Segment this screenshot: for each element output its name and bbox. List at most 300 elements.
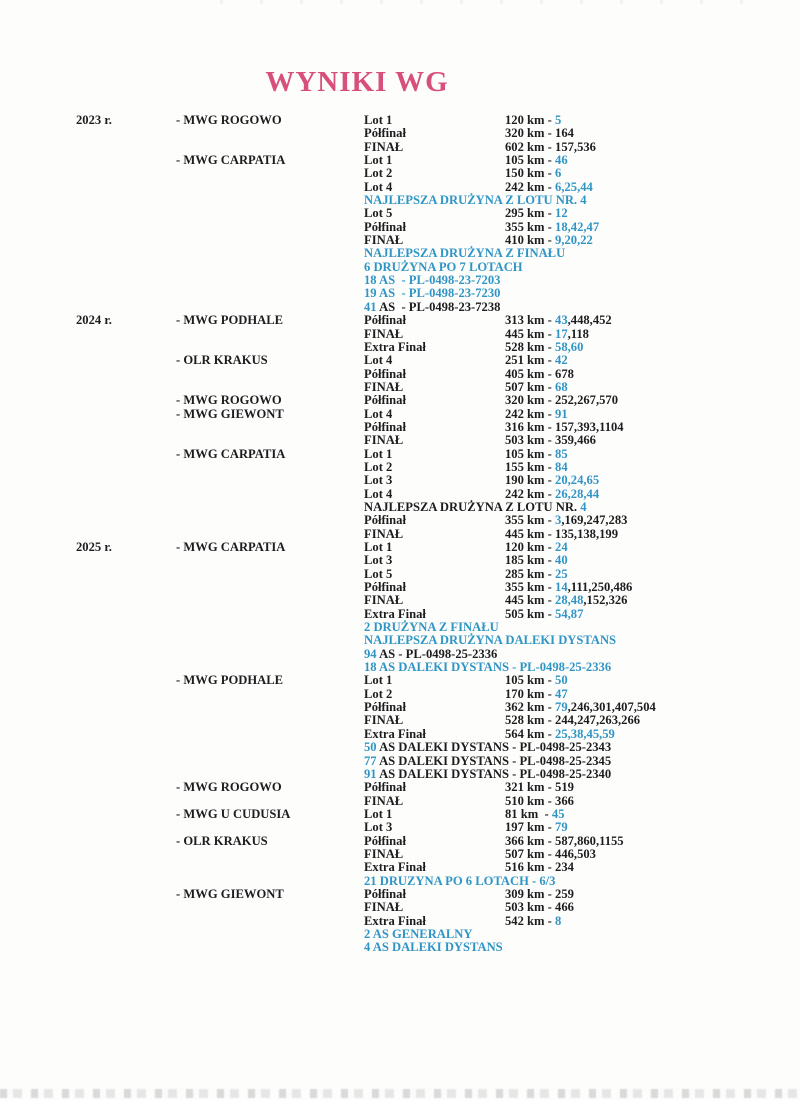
year-label — [76, 461, 176, 474]
result-row — [76, 461, 796, 474]
flight-result — [505, 394, 796, 407]
award-note — [364, 194, 796, 207]
result-row — [76, 448, 796, 461]
year-label — [76, 234, 176, 247]
result-highlight: 21 DRUZYNA PO 6 LOTACH - 6/3 — [364, 873, 556, 888]
flight-result — [505, 581, 796, 594]
flight-result — [505, 434, 796, 447]
year-label — [76, 781, 176, 794]
result-row — [76, 781, 796, 794]
result-row — [76, 141, 796, 154]
result-highlight: 17 — [555, 326, 568, 341]
flight-result — [505, 568, 796, 581]
result-text: 295 km - — [505, 206, 556, 221]
result-highlight: 28,48 — [555, 593, 584, 608]
year-label — [76, 755, 176, 768]
flight-label: Extra Finał — [364, 606, 426, 621]
flight-label: Półfinał — [364, 313, 406, 328]
result-text: 81 km - — [505, 806, 552, 821]
note-row — [76, 301, 796, 314]
flight-label: Lot 1 — [364, 673, 393, 688]
note-row — [76, 194, 796, 207]
club-label — [176, 634, 364, 647]
result-row — [76, 114, 796, 127]
flight-result — [505, 688, 796, 701]
flight-label: Lot 3 — [364, 820, 393, 835]
result-text: 528 km - — [505, 339, 556, 354]
club-label — [176, 127, 364, 140]
flight-result — [505, 915, 796, 928]
year-label — [76, 688, 176, 701]
club-label — [176, 848, 364, 861]
club-label — [176, 915, 364, 928]
flight-label: Lot 3 — [364, 473, 393, 488]
result-row — [76, 541, 796, 554]
result-text: AS - PL-0498-25-2336 — [379, 646, 498, 661]
year-label — [76, 528, 176, 541]
result-highlight: 91 — [364, 766, 380, 781]
year-label — [76, 554, 176, 567]
result-text: 355 km - — [505, 580, 556, 595]
note-row — [76, 768, 796, 781]
result-highlight: 24 — [555, 540, 568, 554]
year-label — [76, 274, 176, 287]
result-row — [76, 341, 796, 354]
result-highlight: 6,25,44 — [555, 179, 593, 194]
club-label — [176, 421, 364, 434]
flight-result — [505, 368, 796, 381]
flight-label: FINAŁ — [364, 139, 404, 154]
result-highlight: 19 AS - PL-0498-23-7230 — [364, 286, 501, 301]
result-text: 510 km - 366 — [505, 793, 574, 808]
flight-result — [505, 714, 796, 727]
club-label — [176, 181, 364, 194]
result-text: ,111,250,486 — [567, 580, 633, 595]
club-label — [176, 701, 364, 714]
award-note — [364, 634, 796, 647]
result-highlight: 42 — [555, 353, 568, 368]
flight-result — [505, 381, 796, 394]
result-row — [76, 795, 796, 808]
club-label — [176, 167, 364, 180]
club-label — [176, 648, 364, 661]
year-label — [76, 701, 176, 714]
flight-result — [505, 528, 796, 541]
result-text: 120 km - — [505, 540, 556, 554]
note-row — [76, 648, 796, 661]
year-label — [76, 514, 176, 527]
result-text: 321 km - 519 — [505, 780, 574, 795]
flight-result — [505, 901, 796, 914]
flight-label: FINAŁ — [364, 433, 404, 448]
flight-label: Półfinał — [364, 126, 406, 141]
year-label — [76, 181, 176, 194]
result-highlight: 79 — [555, 820, 568, 835]
result-row — [76, 394, 796, 407]
result-text: 505 km - — [505, 606, 556, 621]
flight-result — [505, 114, 796, 127]
result-highlight: 18 AS - PL-0498-23-7203 — [364, 273, 501, 288]
result-text: 355 km - — [505, 219, 556, 234]
result-row — [76, 568, 796, 581]
year-label — [76, 608, 176, 621]
club-label — [176, 234, 364, 247]
result-text: 150 km - — [505, 166, 556, 181]
club-label — [176, 488, 364, 501]
club-label: - MWG ROGOWO — [176, 113, 282, 127]
result-row — [76, 314, 796, 327]
result-highlight: 79 — [555, 700, 568, 715]
flight-result — [505, 701, 796, 714]
flight-label: Lot 1 — [364, 446, 393, 461]
result-row — [76, 207, 796, 220]
club-label — [176, 381, 364, 394]
club-label — [176, 141, 364, 154]
year-label — [76, 915, 176, 928]
result-row — [76, 674, 796, 687]
year-label — [76, 901, 176, 914]
result-row — [76, 728, 796, 741]
flight-result — [505, 795, 796, 808]
year-label: 2025 r. — [76, 540, 112, 554]
result-text: 507 km - 446,503 — [505, 846, 596, 861]
club-label — [176, 434, 364, 447]
year-label — [76, 661, 176, 674]
result-text: 309 km - 259 — [505, 886, 574, 901]
club-label — [176, 261, 364, 274]
result-text: 251 km - — [505, 353, 556, 368]
flight-label: Lot 5 — [364, 566, 393, 581]
result-row — [76, 181, 796, 194]
result-text: 313 km - — [505, 313, 556, 328]
flight-label: Półfinał — [364, 833, 406, 848]
result-highlight: 41 — [364, 299, 380, 314]
result-text: 405 km - 678 — [505, 366, 574, 381]
result-text: 316 km - 157,393,1104 — [505, 419, 624, 434]
year-label — [76, 634, 176, 647]
year-label — [76, 795, 176, 808]
result-row — [76, 421, 796, 434]
flight-result — [505, 421, 796, 434]
result-highlight: 46 — [555, 153, 568, 168]
result-text: 155 km - — [505, 459, 556, 474]
year-label — [76, 394, 176, 407]
result-highlight: 14 — [555, 580, 568, 595]
result-row — [76, 861, 796, 874]
award-note — [364, 755, 796, 768]
result-row — [76, 474, 796, 487]
club-label — [176, 368, 364, 381]
club-label: - OLR KRAKUS — [176, 353, 268, 368]
result-text: AS DALEKI DYSTANS - PL-0498-25-2340 — [379, 766, 612, 781]
year-label — [76, 368, 176, 381]
flight-label: Lot 4 — [364, 179, 393, 194]
club-label — [176, 287, 364, 300]
year-label — [76, 848, 176, 861]
year-label — [76, 328, 176, 341]
result-highlight: 68 — [555, 379, 568, 394]
result-highlight: 50 — [364, 740, 380, 755]
flight-result — [505, 314, 796, 327]
scan-artifact-top-edge — [220, 0, 760, 4]
result-text: 503 km - 359,466 — [505, 433, 596, 448]
flight-result — [505, 448, 796, 461]
note-row — [76, 247, 796, 260]
result-text: 445 km - — [505, 593, 556, 608]
flight-result — [505, 594, 796, 607]
scan-artifact-bottom-edge — [0, 1089, 800, 1098]
club-label: - MWG ROGOWO — [176, 393, 282, 408]
year-label — [76, 127, 176, 140]
result-text: ,169,247,283 — [561, 513, 628, 528]
result-text: AS DALEKI DYSTANS - PL-0498-25-2343 — [379, 740, 612, 755]
note-row — [76, 741, 796, 754]
result-highlight: 18,42,47 — [555, 219, 600, 234]
result-highlight: 50 — [555, 673, 568, 688]
result-text: NAJLEPSZA DRUŻYNA Z LOTU NR. — [364, 499, 581, 514]
club-label: - MWG CARPATIA — [176, 446, 286, 461]
flight-result — [505, 541, 796, 554]
flight-label: Półfinał — [364, 580, 406, 595]
flight-result — [505, 488, 796, 501]
result-row — [76, 381, 796, 394]
flight-result — [505, 848, 796, 861]
result-row — [76, 434, 796, 447]
result-row — [76, 915, 796, 928]
result-text: 185 km - — [505, 553, 556, 568]
year-label — [76, 728, 176, 741]
club-label — [176, 301, 364, 314]
year-label — [76, 207, 176, 220]
result-row — [76, 234, 796, 247]
result-text: ,118 — [567, 326, 589, 341]
year-label — [76, 621, 176, 634]
result-text: 507 km - — [505, 379, 556, 394]
year-label — [76, 221, 176, 234]
year-label: 2024 r. — [76, 313, 112, 328]
result-highlight: NAJLEPSZA DRUŻYNA Z LOTU NR. 4 — [364, 193, 587, 208]
award-note — [364, 621, 796, 634]
result-text: 362 km - — [505, 700, 556, 715]
result-highlight: NAJLEPSZA DRUŻYNA Z FINAŁU — [364, 246, 566, 261]
result-text: 242 km - — [505, 179, 556, 194]
year-label — [76, 835, 176, 848]
award-note — [364, 287, 796, 300]
result-text: 120 km - — [505, 113, 556, 127]
result-highlight: 77 — [364, 753, 380, 768]
result-highlight: 43 — [555, 313, 568, 328]
club-label — [176, 688, 364, 701]
result-highlight: 45 — [551, 806, 565, 821]
result-row — [76, 901, 796, 914]
year-label — [76, 888, 176, 901]
results-list — [76, 114, 796, 955]
result-highlight: 47 — [555, 686, 568, 701]
result-highlight: 4 — [580, 499, 587, 514]
award-note — [364, 648, 796, 661]
flight-result — [505, 234, 796, 247]
year-label — [76, 354, 176, 367]
result-row — [76, 408, 796, 421]
year-label — [76, 167, 176, 180]
note-row — [76, 287, 796, 300]
club-label: - MWG GIEWONT — [176, 886, 284, 901]
club-label — [176, 608, 364, 621]
award-note — [364, 261, 796, 274]
year-label — [76, 421, 176, 434]
result-text: ,246,301,407,504 — [567, 700, 656, 715]
result-text: 410 km - — [505, 233, 556, 248]
result-row — [76, 528, 796, 541]
result-text: ,448,452 — [567, 313, 612, 328]
flight-label: Półfinał — [364, 219, 406, 234]
year-label — [76, 488, 176, 501]
flight-result — [505, 888, 796, 901]
year-label — [76, 648, 176, 661]
page-title: WYNIKI WG — [265, 66, 449, 98]
result-row — [76, 328, 796, 341]
result-row — [76, 808, 796, 821]
club-label — [176, 341, 364, 354]
result-row — [76, 581, 796, 594]
year-label — [76, 408, 176, 421]
result-text: 445 km - 135,138,199 — [505, 526, 618, 541]
club-label — [176, 221, 364, 234]
flight-result — [505, 408, 796, 421]
club-label: - MWG U CUDUSIA — [176, 806, 291, 821]
result-highlight: 25 — [555, 566, 568, 581]
club-label — [176, 581, 364, 594]
flight-result — [505, 821, 796, 834]
flight-result — [505, 674, 796, 687]
result-row — [76, 608, 796, 621]
result-text: 366 km - 587,860,1155 — [505, 833, 624, 848]
result-text: 105 km - — [505, 673, 556, 688]
year-label — [76, 768, 176, 781]
year-label — [76, 154, 176, 167]
result-text: 564 km - — [505, 726, 556, 741]
club-label — [176, 328, 364, 341]
note-row — [76, 501, 796, 514]
result-highlight: NAJLEPSZA DRUŻYNA DALEKI DYSTANS — [364, 633, 617, 648]
result-text: 197 km - — [505, 820, 556, 835]
club-label — [176, 755, 364, 768]
result-highlight: 12 — [555, 206, 568, 221]
flight-label: Lot 3 — [364, 553, 393, 568]
club-label — [176, 528, 364, 541]
club-label — [176, 741, 364, 754]
result-highlight: 18 AS DALEKI DYSTANS - PL-0498-25-2336 — [364, 660, 612, 675]
year-label — [76, 501, 176, 514]
flight-result — [505, 207, 796, 220]
result-highlight: 26,28,44 — [555, 486, 600, 501]
flight-result — [505, 514, 796, 527]
flight-label: Extra Finał — [364, 339, 426, 354]
year-label — [76, 434, 176, 447]
result-text: 320 km - 164 — [505, 126, 574, 141]
result-highlight: 4 AS DALEKI DYSTANS — [364, 940, 503, 955]
result-row — [76, 354, 796, 367]
result-text: AS - PL-0498-23-7238 — [379, 299, 501, 314]
flight-result — [505, 221, 796, 234]
result-text: 528 km - 244,247,263,266 — [505, 713, 641, 728]
result-text: 242 km - — [505, 486, 556, 501]
note-row — [76, 261, 796, 274]
flight-result — [505, 127, 796, 140]
result-highlight: 58,60 — [555, 339, 584, 354]
club-label — [176, 274, 364, 287]
year-label — [76, 674, 176, 687]
flight-label: Lot 4 — [364, 406, 393, 421]
club-label — [176, 941, 364, 954]
flight-result — [505, 328, 796, 341]
year-label — [76, 741, 176, 754]
result-text: 320 km - 252,267,570 — [505, 393, 618, 408]
result-row — [76, 514, 796, 527]
result-text: AS DALEKI DYSTANS - PL-0498-25-2345 — [379, 753, 612, 768]
year-label — [76, 875, 176, 888]
club-label — [176, 474, 364, 487]
club-label — [176, 554, 364, 567]
award-note — [364, 928, 796, 941]
flight-label: Extra Finał — [364, 860, 426, 875]
result-text: 445 km - — [505, 326, 556, 341]
result-text: 105 km - — [505, 446, 556, 461]
note-row — [76, 875, 796, 888]
result-highlight: 85 — [555, 446, 568, 461]
club-label — [176, 861, 364, 874]
flight-label: FINAŁ — [364, 846, 404, 861]
result-highlight: 91 — [555, 406, 568, 421]
flight-label: Lot 4 — [364, 353, 393, 368]
flight-label: FINAŁ — [364, 793, 404, 808]
result-row — [76, 221, 796, 234]
club-label — [176, 714, 364, 727]
result-text: 190 km - — [505, 473, 556, 488]
result-text: 242 km - — [505, 406, 556, 421]
club-label — [176, 568, 364, 581]
year-label — [76, 448, 176, 461]
result-highlight: 9,20,22 — [555, 233, 593, 248]
flight-label: Lot 5 — [364, 206, 393, 221]
year-label — [76, 194, 176, 207]
result-row — [76, 594, 796, 607]
result-text: 542 km - — [505, 913, 556, 928]
result-row — [76, 821, 796, 834]
year-label — [76, 714, 176, 727]
result-row — [76, 554, 796, 567]
flight-label: FINAŁ — [364, 593, 404, 608]
flight-result — [505, 354, 796, 367]
result-row — [76, 701, 796, 714]
flight-result — [505, 861, 796, 874]
flight-label: FINAŁ — [364, 713, 404, 728]
flight-label: FINAŁ — [364, 900, 404, 915]
club-label — [176, 728, 364, 741]
club-label — [176, 768, 364, 781]
note-row — [76, 755, 796, 768]
flight-label: Półfinał — [364, 393, 406, 408]
flight-label: Lot 4 — [364, 486, 393, 501]
award-note — [364, 661, 796, 674]
flight-label: Lot 1 — [364, 806, 393, 821]
result-row — [76, 835, 796, 848]
club-label — [176, 207, 364, 220]
year-label — [76, 381, 176, 394]
note-row — [76, 621, 796, 634]
result-text: 602 km - 157,536 — [505, 139, 596, 154]
result-highlight: 94 — [364, 646, 380, 661]
